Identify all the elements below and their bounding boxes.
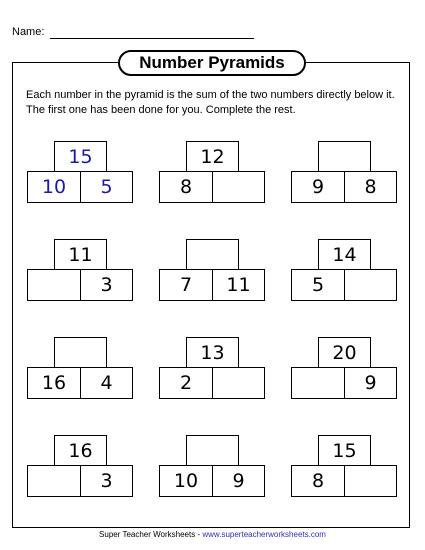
name-label: Name:	[12, 26, 45, 38]
pyramid-left-cell[interactable]: 16	[27, 367, 81, 399]
pyramid-7	[27, 337, 133, 399]
pyramid-6	[291, 239, 397, 301]
pyramid-right-cell[interactable]: 5	[80, 171, 133, 203]
pyramid-9	[291, 337, 397, 399]
name-field-line[interactable]	[50, 38, 254, 39]
pyramid-right-cell[interactable]	[212, 171, 265, 203]
pyramid-left-cell[interactable]: 10	[27, 171, 81, 203]
pyramid-top-cell[interactable]	[318, 141, 371, 172]
pyramid-top-cell[interactable]	[186, 239, 239, 270]
pyramid-11	[159, 435, 265, 497]
pyramid-top-cell[interactable]: 13	[186, 337, 239, 368]
pyramid-top-cell[interactable]: 12	[186, 141, 239, 172]
pyramid-right-cell[interactable]: 3	[80, 465, 133, 497]
pyramid-left-cell[interactable]	[27, 269, 81, 301]
pyramid-left-cell[interactable]: 10	[159, 465, 213, 497]
footer-text: Super Teacher Worksheets -	[99, 530, 203, 539]
pyramid-left-cell[interactable]: 2	[159, 367, 213, 399]
pyramid-right-cell[interactable]: 8	[344, 171, 397, 203]
pyramid-top-cell[interactable]: 15	[54, 141, 107, 172]
pyramid-right-cell[interactable]: 11	[212, 269, 265, 301]
pyramid-right-cell[interactable]: 9	[344, 367, 397, 399]
pyramid-3	[291, 141, 397, 203]
footer	[0, 530, 425, 539]
pyramid-4	[27, 239, 133, 301]
pyramid-12	[291, 435, 397, 497]
pyramid-left-cell[interactable]	[291, 367, 345, 399]
pyramid-left-cell[interactable]: 7	[159, 269, 213, 301]
pyramid-5	[159, 239, 265, 301]
pyramid-right-cell[interactable]	[212, 367, 265, 399]
pyramid-left-cell[interactable]: 9	[291, 171, 345, 203]
instructions-text: Each number in the pyramid is the sum of the two numbers directly below it. The first one has been done for you. Complete the rest.	[26, 89, 395, 116]
pyramid-10	[27, 435, 133, 497]
pyramid-top-cell[interactable]: 16	[54, 435, 107, 466]
pyramid-2	[159, 141, 265, 203]
pyramid-1	[27, 141, 133, 203]
pyramid-top-cell[interactable]	[54, 337, 107, 368]
pyramid-left-cell[interactable]: 8	[159, 171, 213, 203]
pyramid-left-cell[interactable]	[27, 465, 81, 497]
pyramid-top-cell[interactable]	[186, 435, 239, 466]
pyramid-8	[159, 337, 265, 399]
pyramid-left-cell[interactable]: 5	[291, 269, 345, 301]
pyramid-top-cell[interactable]: 11	[54, 239, 107, 270]
pyramid-top-cell[interactable]: 14	[318, 239, 371, 270]
pyramid-top-cell[interactable]: 20	[318, 337, 371, 368]
pyramid-right-cell[interactable]: 9	[212, 465, 265, 497]
pyramid-top-cell[interactable]: 15	[318, 435, 371, 466]
pyramid-right-cell[interactable]	[344, 269, 397, 301]
footer-link[interactable]: www.superteacherworksheets.com	[202, 530, 326, 539]
pyramid-right-cell[interactable]	[344, 465, 397, 497]
pyramid-left-cell[interactable]: 8	[291, 465, 345, 497]
pyramid-right-cell[interactable]: 4	[80, 367, 133, 399]
pyramid-right-cell[interactable]: 3	[80, 269, 133, 301]
worksheet-title: Number Pyramids	[118, 50, 306, 76]
